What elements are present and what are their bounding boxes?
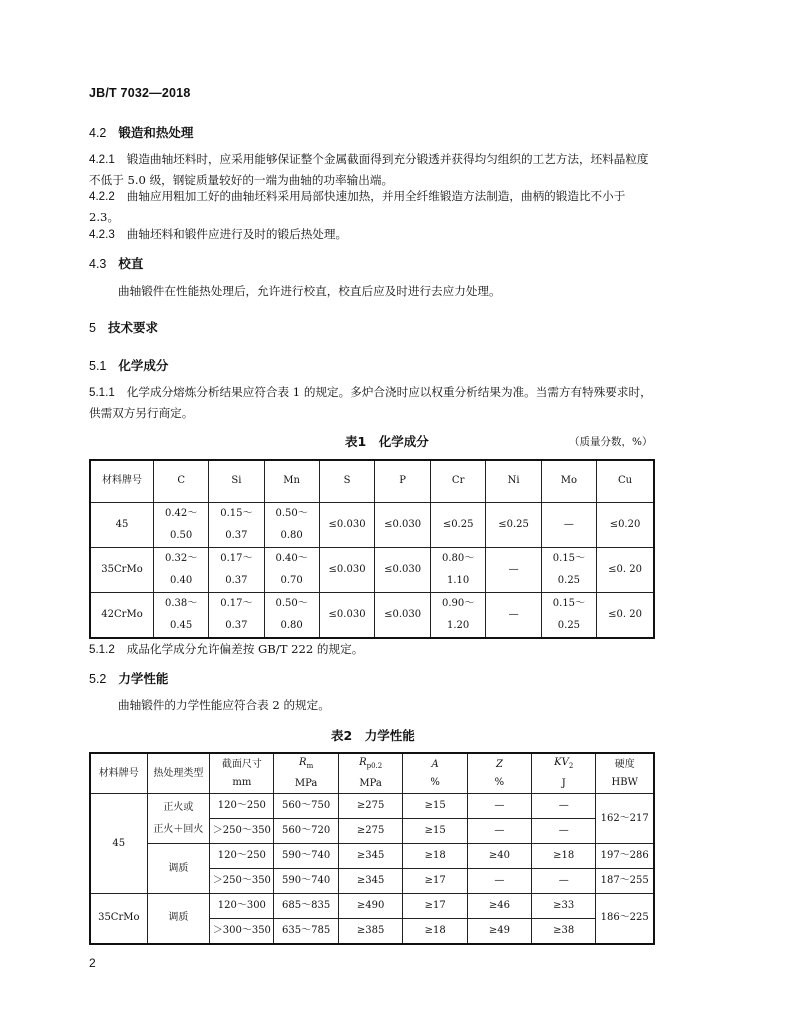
header-grade: 材料牌号 xyxy=(90,753,147,794)
cell-s: ≤0.030 xyxy=(319,592,375,638)
header-kv: $KV_2$ J xyxy=(532,753,596,794)
cell-treatment: 正火或 正火＋回火 xyxy=(147,794,210,844)
table-1-title: 表1 化学成分 xyxy=(345,434,429,449)
header-grade: 材料牌号 xyxy=(90,460,154,502)
header-mo: Mo xyxy=(541,460,596,502)
header-cr: Cr xyxy=(430,460,485,502)
cell-size: 120～250 xyxy=(210,844,274,869)
cell-cu: ≤0. 20 xyxy=(597,547,654,592)
cell-a: ≥17 xyxy=(403,894,467,919)
cell-ni: — xyxy=(486,547,541,592)
cell-p: ≤0.030 xyxy=(375,547,431,592)
cell-kv: ≥18 xyxy=(532,844,596,869)
cell-rm: 590～740 xyxy=(274,844,338,869)
cell-cu: ≤0. 20 xyxy=(597,592,654,638)
table-row xyxy=(90,894,654,919)
page-number: 2 xyxy=(89,956,96,970)
paragraph-4-2-3: 4.2.3 曲轴坯料和锻件应进行及时的锻后热处理。 xyxy=(89,227,348,241)
cell-mn: 0.50～ 0.80 xyxy=(264,592,319,638)
header-rm: $R_m$ MPa xyxy=(274,753,338,794)
cell-z: — xyxy=(467,819,531,844)
document-code-header: JB/T 7032—2018 xyxy=(89,86,191,100)
section-5-1-heading: 5.1 化学成分 xyxy=(89,358,169,373)
cell-z: ≥46 xyxy=(467,894,531,919)
cell-a: ≥15 xyxy=(403,819,467,844)
cell-rm: 685～835 xyxy=(274,894,338,919)
header-cu: Cu xyxy=(597,460,654,502)
cell-size: ＞300～350 xyxy=(210,919,274,944)
table-row xyxy=(90,547,654,592)
cell-kv: — xyxy=(532,869,596,894)
cell-hardness: 187～255 xyxy=(596,869,654,894)
cell-cu: ≤0.20 xyxy=(597,502,654,547)
cell-size: ＞250～350 xyxy=(210,819,274,844)
cell-hardness: 197～286 xyxy=(596,844,654,869)
cell-c: 0.32～ 0.40 xyxy=(154,547,209,592)
cell-mn: 0.40～ 0.70 xyxy=(264,547,319,592)
cell-a: ≥15 xyxy=(403,794,467,819)
header-a: A % xyxy=(403,753,467,794)
table-header-row xyxy=(90,460,654,502)
header-si: Si xyxy=(209,460,264,502)
section-5-heading: 5 技术要求 xyxy=(89,320,158,335)
paragraph-5-2: 曲轴锻件的力学性能应符合表 2 的规定。 xyxy=(118,698,330,712)
cell-rp: ≥345 xyxy=(338,869,403,894)
header-s: S xyxy=(319,460,375,502)
paragraph-4-2-2: 4.2.2 曲轴应用粗加工好的曲轴坯料采用局部快速加热，并用全纤维锻造方法制造，曲柄的锻造比不小于 2.3。 xyxy=(89,189,626,224)
cell-ni: ≤0.25 xyxy=(486,502,541,547)
cell-s: ≤0.030 xyxy=(319,502,375,547)
header-ni: Ni xyxy=(486,460,541,502)
header-mn: Mn xyxy=(264,460,319,502)
cell-z: — xyxy=(467,794,531,819)
cell-cr: 0.90～ 1.20 xyxy=(430,592,485,638)
cell-c: 0.38～ 0.45 xyxy=(154,592,209,638)
cell-rp: ≥490 xyxy=(338,894,403,919)
cell-mo: — xyxy=(541,502,596,547)
table-row xyxy=(90,502,654,547)
cell-kv: ≥33 xyxy=(532,894,596,919)
table-1-unit: （质量分数，%） xyxy=(569,436,653,448)
cell-rp: ≥345 xyxy=(338,844,403,869)
cell-si: 0.17～ 0.37 xyxy=(209,592,264,638)
cell-size: ＞250～350 xyxy=(210,869,274,894)
cell-s: ≤0.030 xyxy=(319,547,375,592)
table-2-title: 表2 力学性能 xyxy=(331,728,415,743)
cell-rm: 560～720 xyxy=(274,819,338,844)
header-treatment: 热处理类型 xyxy=(147,753,210,794)
cell-treatment: 调质 xyxy=(147,844,210,894)
cell-z: ≥40 xyxy=(467,844,531,869)
cell-kv: ≥38 xyxy=(532,919,596,944)
header-c: C xyxy=(154,460,209,502)
cell-rm: 590～740 xyxy=(274,869,338,894)
table-row xyxy=(90,794,654,819)
cell-rp: ≥275 xyxy=(338,794,403,819)
header-z: Z % xyxy=(467,753,531,794)
header-p: P xyxy=(375,460,431,502)
cell-rp: ≥385 xyxy=(338,919,403,944)
cell-grade: 35CrMo xyxy=(90,547,154,592)
cell-grade: 45 xyxy=(90,794,147,894)
cell-a: ≥17 xyxy=(403,869,467,894)
cell-p: ≤0.030 xyxy=(375,502,431,547)
cell-z: — xyxy=(467,869,531,894)
cell-hardness: 186～225 xyxy=(596,894,654,944)
cell-rp: ≥275 xyxy=(338,819,403,844)
cell-cr: ≤0.25 xyxy=(430,502,485,547)
cell-grade: 45 xyxy=(90,502,154,547)
cell-si: 0.15～ 0.37 xyxy=(209,502,264,547)
paragraph-4-2-1: 4.2.1 锻造曲轴坯料时，应采用能够保证整个金属截面得到充分锻透并获得均匀组织的工艺方法，坯料晶粒度不低于 5.0 级，钢锭质量较好的一端为曲轴的功率输出端。 xyxy=(89,152,649,187)
table-header-row xyxy=(90,753,654,794)
cell-ni: — xyxy=(486,592,541,638)
cell-grade: 35CrMo xyxy=(90,894,147,944)
cell-treatment: 调质 xyxy=(147,894,210,944)
table-row xyxy=(90,592,654,638)
cell-mn: 0.50～ 0.80 xyxy=(264,502,319,547)
paragraph-5-1-1: 5.1.1 化学成分熔炼分析结果应符合表 1 的规定。多炉合浇时应以权重分析结果为准。当需方有特殊要求时，供需双方另行商定。 xyxy=(89,385,652,420)
cell-z: ≥49 xyxy=(467,919,531,944)
cell-rm: 560～750 xyxy=(274,794,338,819)
cell-rm: 635～785 xyxy=(274,919,338,944)
cell-p: ≤0.030 xyxy=(375,592,431,638)
cell-hardness: 162～217 xyxy=(596,794,654,844)
table-chemical-composition xyxy=(89,459,655,639)
header-size: 截面尺寸 mm xyxy=(210,753,274,794)
cell-kv: — xyxy=(532,794,596,819)
cell-kv: — xyxy=(532,819,596,844)
table-mechanical-properties xyxy=(89,752,655,945)
cell-a: ≥18 xyxy=(403,844,467,869)
cell-grade: 42CrMo xyxy=(90,592,154,638)
header-hardness: 硬度 HBW xyxy=(596,753,654,794)
cell-size: 120～250 xyxy=(210,794,274,819)
cell-mo: 0.15～ 0.25 xyxy=(541,592,596,638)
section-4-2-heading: 4.2 锻造和热处理 xyxy=(89,125,194,140)
section-4-3-heading: 4.3 校直 xyxy=(89,256,144,271)
section-5-2-heading: 5.2 力学性能 xyxy=(89,671,169,686)
header-rp: $R_{p0.2}$ MPa xyxy=(338,753,403,794)
cell-c: 0.42～ 0.50 xyxy=(154,502,209,547)
paragraph-5-1-2: 5.1.2 成品化学成分允许偏差按 GB/T 222 的规定。 xyxy=(89,642,364,656)
cell-size: 120～300 xyxy=(210,894,274,919)
cell-a: ≥18 xyxy=(403,919,467,944)
cell-mo: 0.15～ 0.25 xyxy=(541,547,596,592)
cell-si: 0.17～ 0.37 xyxy=(209,547,264,592)
paragraph-4-3: 曲轴锻件在性能热处理后，允许进行校直，校直后应及时进行去应力处理。 xyxy=(118,284,501,298)
table-row xyxy=(90,844,654,869)
cell-cr: 0.80～ 1.10 xyxy=(430,547,485,592)
